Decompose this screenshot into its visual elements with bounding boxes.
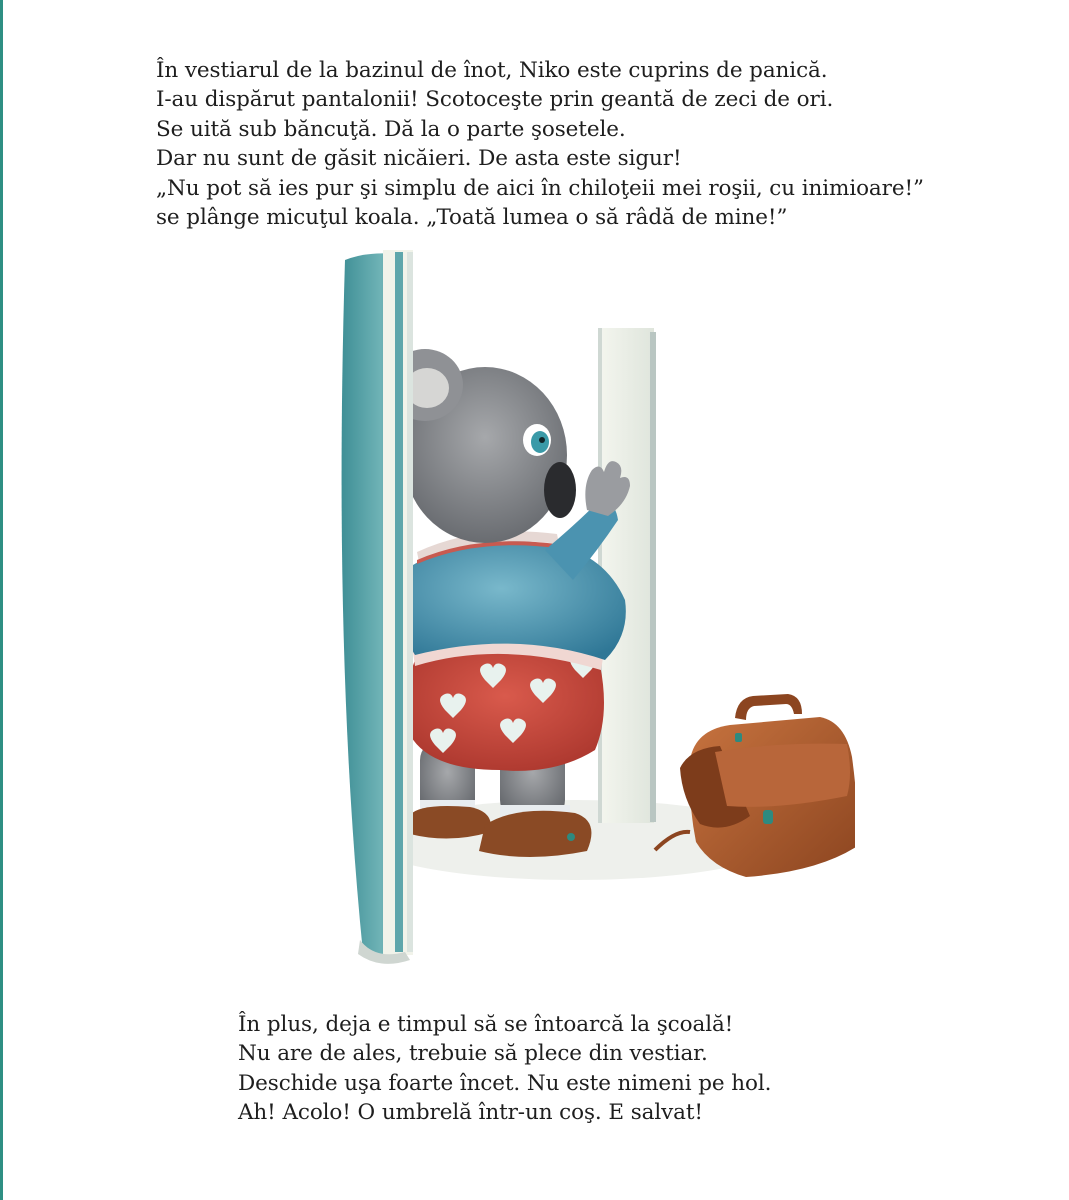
text-line: Nu are de ales, trebuie să plece din vestiar. xyxy=(238,1041,708,1067)
left-shoe xyxy=(410,806,491,839)
koala-niko xyxy=(387,349,630,857)
bag-handle xyxy=(735,694,802,720)
text-line: Ah! Acolo! O umbrelă într-un coş. E salvat! xyxy=(238,1100,703,1126)
bottom-paragraph xyxy=(238,1010,771,1128)
text-line: I-au dispărut pantalonii! Scotoceşte prin geantă de zeci de ori. xyxy=(156,87,834,113)
text-line: În vestiarul de la bazinul de înot, Niko este cuprins de panică. xyxy=(156,58,828,83)
bag-flap xyxy=(715,744,850,807)
blue-sweater xyxy=(399,541,625,660)
koala-illustration xyxy=(295,240,855,990)
text-line: Se uită sub băncuţă. Dă la o parte şosetele. xyxy=(156,116,626,142)
text-line: „Nu pot să ies pur şi simplu de aici în chiloţeii mei roşii, cu inimioare!” xyxy=(156,175,924,201)
text-line: se plânge micuţul koala. „Toată lumea o să râdă de mine!” xyxy=(156,205,788,231)
text-line: Deschide uşa foarte încet. Nu este nimeni pe hol. xyxy=(238,1070,772,1096)
koala-nose xyxy=(544,462,576,518)
open-door xyxy=(342,250,413,964)
text-line: În plus, deja e timpul să se întoarcă la şcoală! xyxy=(238,1012,734,1037)
text-line: Dar nu sunt de găsit nicăieri. De asta este sigur! xyxy=(156,146,682,172)
bag-clasp xyxy=(763,810,773,824)
page-edge-stripe xyxy=(0,0,3,1200)
top-paragraph xyxy=(156,56,924,232)
